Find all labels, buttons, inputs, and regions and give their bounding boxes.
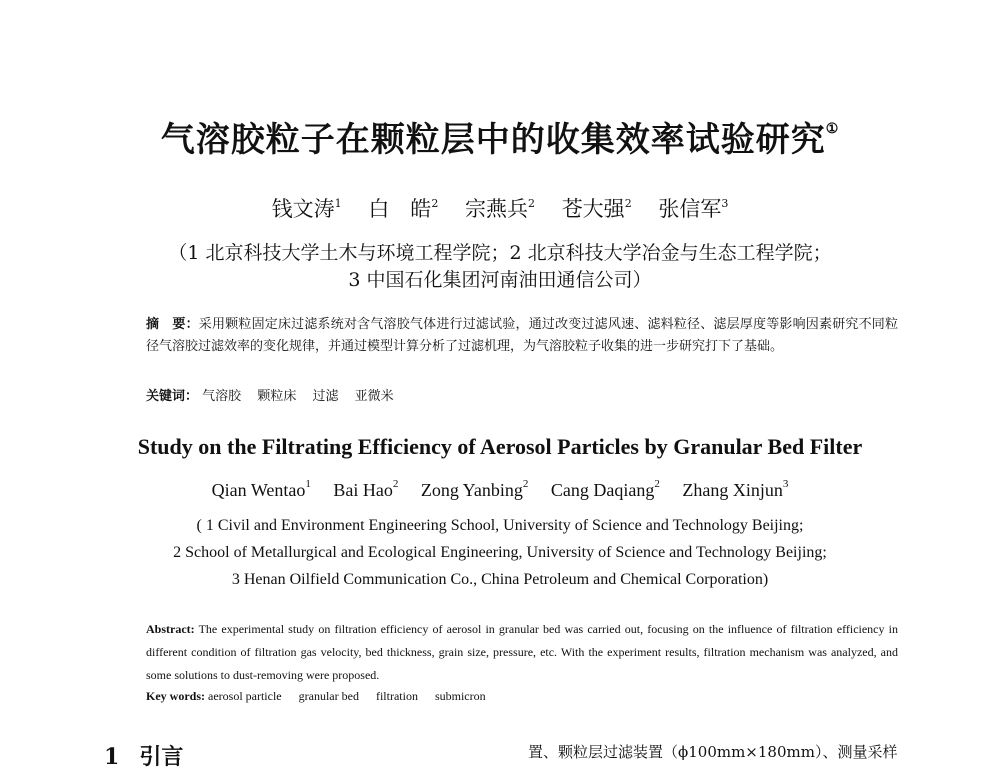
chinese-keywords [146, 385, 406, 404]
chinese-abstract-text: 采用颗粒固定床过滤系统对含气溶胶气体进行过滤试验，通过改变过滤风速、滤料粒径、滤层厚度等影响因素研究不同粒径气溶胶过滤效率的变化规律，并通过模型计算分析了过滤机理，为气溶胶粒子收集的进一步研究打下了基础。 [146, 317, 898, 354]
chinese-author: 苍大强$^2$ [561, 197, 632, 221]
english-affiliation-line-2: 2 School of Metallurgical and Ecological Engineering, University of Science and Technology Beijing; [173, 544, 827, 561]
english-author: Cang Daqiang$^2$ [550, 478, 660, 500]
english-keywords-label: Key words: [146, 689, 205, 703]
chinese-abstract-label: 摘 要： [146, 317, 199, 332]
chinese-title-text: 气溶胶粒子在颗粒层中的收集效率试验研究 [160, 120, 826, 160]
english-affiliation-line-1: ( 1 Civil and Environment Engineering School, University of Science and Technology Beijing; [196, 517, 804, 534]
section-heading [104, 740, 183, 771]
keyword: filtration [375, 689, 418, 703]
english-affiliation-line-3: 3 Henan Oilfield Communication Co., China Petroleum and Chemical Corporation) [231, 571, 769, 588]
title-footnote-mark: ① [825, 121, 840, 137]
chinese-affiliation-line-1: （1 北京科技大学土木与环境工程学院；2 北京科技大学冶金与生态工程学院； [168, 242, 832, 264]
section-title: 引言 [139, 744, 184, 770]
english-author: Bai Hao$^2$ [333, 478, 399, 500]
chinese-authors [0, 193, 1000, 223]
keyword: 亚微米 [354, 389, 394, 404]
chinese-author: 钱文涛$^1$ [271, 197, 342, 221]
english-authors [0, 478, 1000, 501]
keyword: aerosol particle [208, 689, 282, 703]
chinese-abstract [146, 314, 898, 358]
keyword: submicron [434, 689, 486, 703]
section-number: 1 [104, 744, 120, 770]
keyword: 气溶胶 [202, 389, 242, 404]
english-author: Qian Wentao$^1$ [211, 478, 311, 500]
english-title: Study on the Filtrating Efficiency of Aerosol Particles by Granular Bed Filter [137, 434, 863, 459]
chinese-author: 白 皓$^2$ [368, 197, 439, 221]
chinese-affiliation-line-2: 3 中国石化集团河南油田通信公司） [348, 269, 652, 291]
keyword: 过滤 [312, 389, 339, 404]
english-abstract-label: Abstract: [146, 622, 195, 636]
chinese-keywords-label: 关键词： [146, 389, 199, 404]
english-author: Zong Yanbing$^2$ [420, 478, 529, 500]
keyword: 颗粒床 [257, 389, 297, 404]
english-keywords [146, 689, 500, 704]
english-abstract-text: The experimental study on filtration efficiency of aerosol in granular bed was carried out, focusing on the influence of filtration efficiency in different condition of filtration gas velocity, bed thickness, grain size, pressure, etc. With the experiment results, filtration mechanism was analyzed, and some solutions to dust-removing were proposed. [146, 622, 898, 682]
chinese-author: 宗燕兵$^2$ [465, 197, 535, 221]
chinese-title [0, 112, 1000, 161]
english-abstract [146, 618, 898, 687]
chinese-author: 张信军$^3$ [658, 197, 729, 221]
body-text-line: 置、颗粒层过滤装置（ϕ100mm×180mm）、测量采样 [528, 743, 898, 761]
english-author: Zhang Xinjun$^3$ [682, 478, 789, 500]
keyword: granular bed [298, 689, 359, 703]
